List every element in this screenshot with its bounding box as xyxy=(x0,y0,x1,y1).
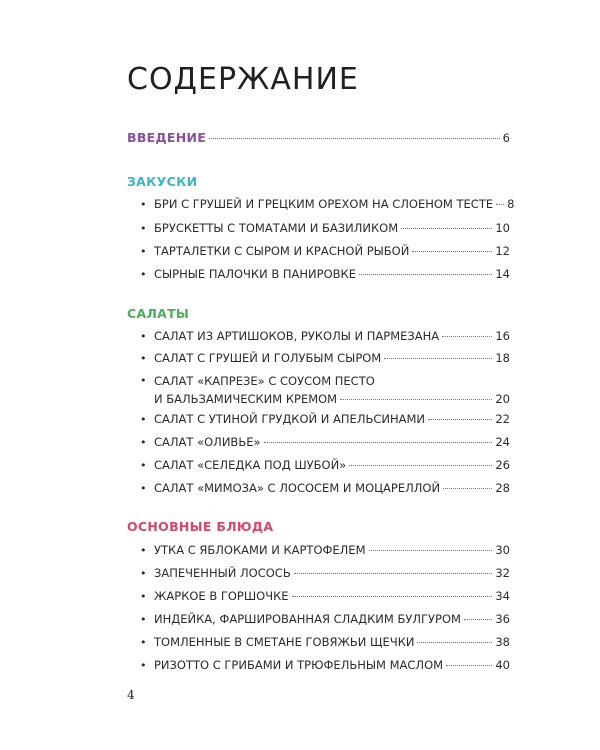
bullet-icon: • xyxy=(140,436,147,449)
entry-title: ЗАПЕЧЕННЫЙ ЛОСОСЬ xyxy=(154,566,291,580)
entry-page: 16 xyxy=(495,329,510,343)
toc-entry[interactable] xyxy=(140,480,510,497)
entry-title: САЛАТ С УТИНОЙ ГРУДКОЙ И АПЕЛЬСИНАМИ xyxy=(154,412,426,426)
leader-dots xyxy=(442,336,492,337)
bullet-icon: • xyxy=(140,413,147,426)
toc-entry[interactable] xyxy=(140,565,510,582)
bullet-icon: • xyxy=(140,636,147,649)
toc-entry[interactable] xyxy=(140,196,515,213)
bullet-icon: • xyxy=(140,482,147,495)
leader-dots xyxy=(264,442,493,443)
entry-title: СЫРНЫЕ ПАЛОЧКИ В ПАНИРОВКЕ xyxy=(154,267,356,281)
leader-dots xyxy=(294,573,493,574)
entry-title: САЛАТ «ОЛИВЬЕ» xyxy=(154,435,261,449)
entry-page: 28 xyxy=(495,481,510,495)
section-heading-appetizers: ЗАКУСКИ xyxy=(127,174,198,189)
entry-page: 8 xyxy=(507,197,515,211)
entry-page: 38 xyxy=(495,635,510,649)
bullet-icon: • xyxy=(140,659,147,672)
entry-page: 10 xyxy=(495,221,510,235)
bullet-icon: • xyxy=(140,374,147,387)
entry-title: САЛАТ С ГРУШЕЙ И ГОЛУБЫМ СЫРОМ xyxy=(154,351,382,365)
entry-page: 14 xyxy=(495,267,510,281)
toc-entry[interactable] xyxy=(140,634,510,651)
leader-dots xyxy=(340,399,492,400)
entry-title: УТКА С ЯБЛОКАМИ И КАРТОФЕЛЕМ xyxy=(154,543,366,557)
leader-dots xyxy=(412,251,492,252)
leader-dots xyxy=(443,488,492,489)
entry-title: БРУСКЕТТЫ С ТОМАТАМИ И БАЗИЛИКОМ xyxy=(154,221,399,235)
bullet-icon: • xyxy=(140,268,147,281)
bullet-icon: • xyxy=(140,198,147,211)
toc-entry[interactable] xyxy=(140,243,510,260)
entry-page: 22 xyxy=(495,412,510,426)
entry-page: 34 xyxy=(495,589,510,603)
entry-title: САЛАТ ИЗ АРТИШОКОВ, РУКОЛЫ И ПАРМЕЗАНА xyxy=(154,329,440,343)
leader-dots xyxy=(464,619,492,620)
toc-entry[interactable] xyxy=(140,434,510,451)
intro-page: 6 xyxy=(502,131,510,145)
leader-dots xyxy=(369,550,493,551)
entry-title-line2: И БАЛЬЗАМИЧЕСКИМ КРЕМОМ xyxy=(154,392,338,406)
toc-entry[interactable] xyxy=(140,220,510,237)
leader-dots xyxy=(496,204,504,205)
leader-dots xyxy=(349,465,492,466)
toc-entry[interactable] xyxy=(140,657,510,674)
section-heading-mains: ОСНОВНЫЕ БЛЮДА xyxy=(127,519,274,534)
leader-dots xyxy=(209,138,500,139)
entry-page: 18 xyxy=(495,351,510,365)
entry-page: 30 xyxy=(495,543,510,557)
leader-dots xyxy=(359,274,492,275)
toc-entry[interactable] xyxy=(140,542,510,559)
toc-entry[interactable] xyxy=(140,588,510,605)
entry-page: 24 xyxy=(495,435,510,449)
leader-dots xyxy=(428,419,492,420)
leader-dots xyxy=(401,228,492,229)
bullet-icon: • xyxy=(140,245,147,258)
leader-dots xyxy=(446,665,492,666)
entry-page: 36 xyxy=(495,612,510,626)
entry-title: ТАРТАЛЕТКИ С СЫРОМ И КРАСНОЙ РЫБОЙ xyxy=(154,244,410,258)
entry-page: 12 xyxy=(495,244,510,258)
entry-title: РИЗОТТО С ГРИБАМИ И ТРЮФЕЛЬНЫМ МАСЛОМ xyxy=(154,658,444,672)
toc-entry[interactable] xyxy=(140,373,510,407)
section-heading-salads: САЛАТЫ xyxy=(127,306,190,321)
toc-entry[interactable] xyxy=(140,266,510,283)
entry-title: САЛАТ «СЕЛЕДКА ПОД ШУБОЙ» xyxy=(154,458,347,472)
entry-page: 20 xyxy=(495,392,510,406)
bullet-icon: • xyxy=(140,544,147,557)
entry-title: ТОМЛЕННЫЕ В СМЕТАНЕ ГОВЯЖЬИ ЩЕЧКИ xyxy=(154,635,415,649)
bullet-icon: • xyxy=(140,330,147,343)
toc-entry[interactable] xyxy=(140,328,510,345)
intro-label: ВВЕДЕНИЕ xyxy=(127,130,207,145)
leader-dots xyxy=(417,642,492,643)
entry-title-multiline xyxy=(154,373,510,407)
entry-title: БРИ С ГРУШЕЙ И ГРЕЦКИМ ОРЕХОМ НА СЛОЕНОМ ТЕСТЕ xyxy=(154,197,494,211)
entry-title: ИНДЕЙКА, ФАРШИРОВАННАЯ СЛАДКИМ БУЛГУРОМ xyxy=(154,612,461,626)
leader-dots xyxy=(384,358,492,359)
bullet-icon: • xyxy=(140,567,147,580)
bullet-icon: • xyxy=(140,352,147,365)
entry-page: 26 xyxy=(495,458,510,472)
toc-entry[interactable] xyxy=(140,457,510,474)
entry-title: САЛАТ «МИМОЗА» С ЛОСОСЕМ И МОЦАРЕЛЛОЙ xyxy=(154,481,441,495)
bullet-icon: • xyxy=(140,222,147,235)
entry-page: 32 xyxy=(495,566,510,580)
toc-entry[interactable] xyxy=(140,611,510,628)
toc-entry[interactable] xyxy=(140,411,510,428)
toc-entry[interactable] xyxy=(140,350,510,367)
bullet-icon: • xyxy=(140,459,147,472)
bullet-icon: • xyxy=(140,590,147,603)
bullet-icon: • xyxy=(140,613,147,626)
page-number: 4 xyxy=(127,688,135,702)
entry-title: ЖАРКОЕ В ГОРШОЧКЕ xyxy=(154,589,289,603)
entry-title-line1: САЛАТ «КАПРЕЗЕ» С СОУСОМ ПЕСТО xyxy=(154,374,375,388)
leader-dots xyxy=(292,596,493,597)
page-title: СОДЕРЖАНИЕ xyxy=(127,62,359,97)
entry-page: 40 xyxy=(495,658,510,672)
toc-intro-entry[interactable] xyxy=(127,130,510,145)
